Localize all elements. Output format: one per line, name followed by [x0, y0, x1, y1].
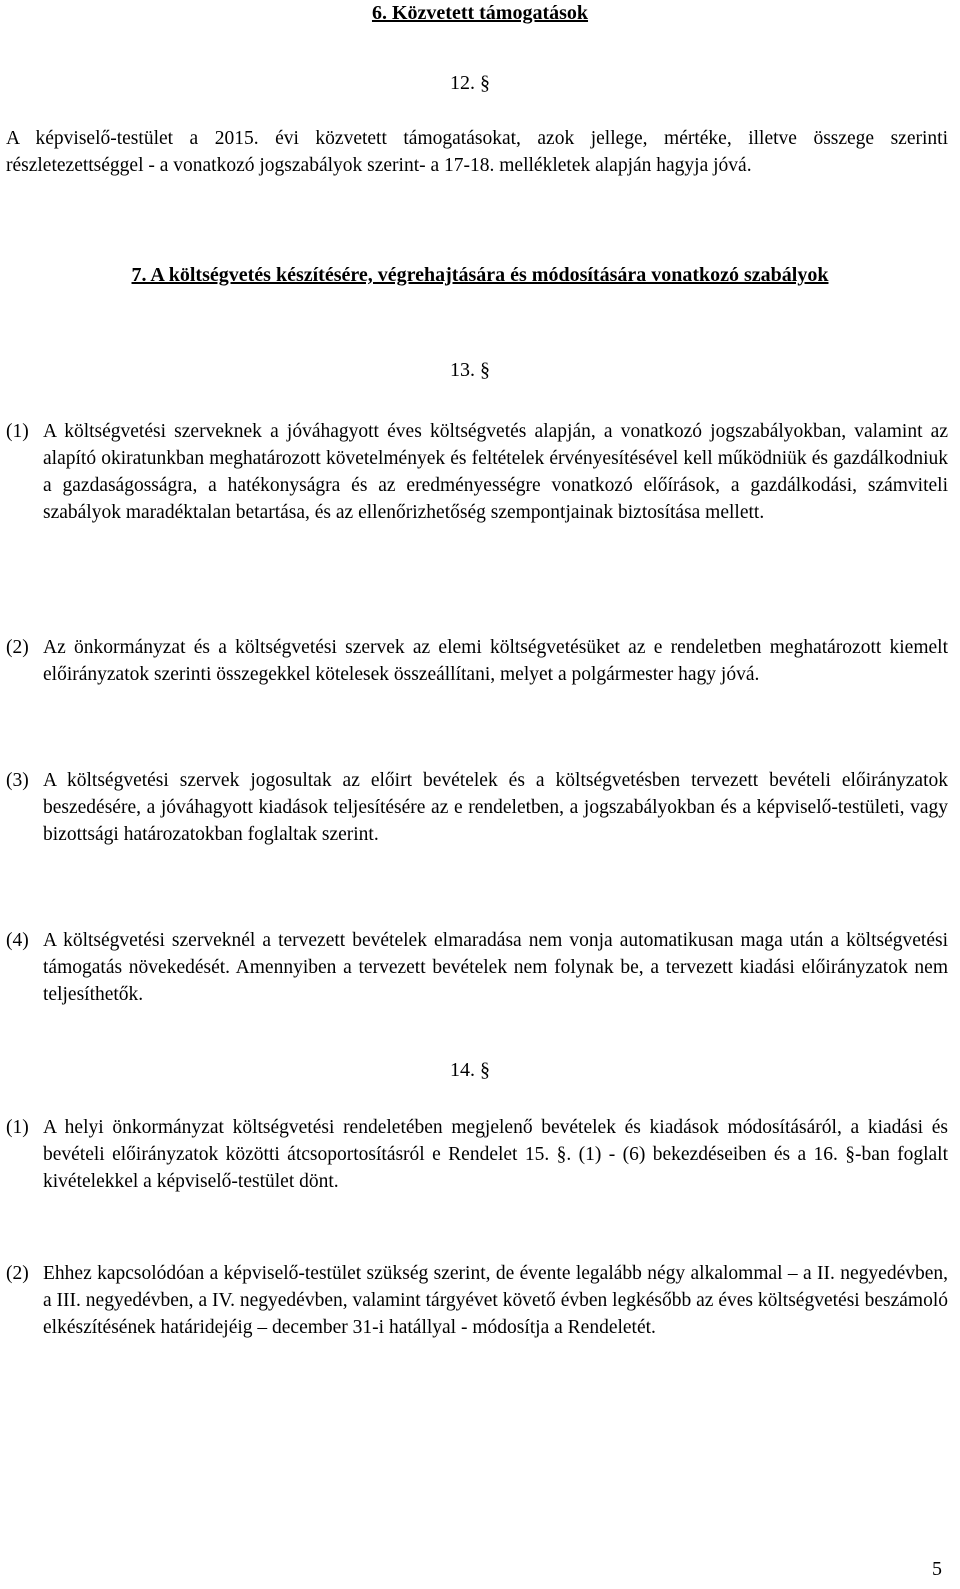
- item-text: Az önkormányzat és a költségvetési szervek az elemi költségvetésüket az e rendeletben meghatározott kiemelt előirányzatok szerinti összegekkel kötelesek összeállítani, melyet a polgármester hagy jóvá.: [43, 637, 948, 685]
- item-label: (2): [6, 1263, 29, 1284]
- section-13-item-1: [6, 418, 948, 608]
- section-13-number: 13. §: [450, 359, 490, 381]
- section-14-item-1: [6, 1114, 948, 1224]
- item-label: (1): [6, 1117, 29, 1138]
- item-label: (2): [6, 637, 29, 658]
- item-text: Ehhez kapcsolódóan a képviselő-testület szükség szerint, de évente legalább négy alkalommal – a II. negyedévben, a III. negyedévben, a IV. negyedévben, valamint tárgyévet követő évben legkésőbb az éves költségvetési beszámoló elkészítésének határidejéig – december 31-i hatállyal - módosítja a Rendeletét.: [43, 1263, 948, 1338]
- heading-budget-rules: 7. A költségvetés készítésére, végrehajtására és módosítására vonatkozó szabályok: [131, 264, 829, 286]
- heading-indirect-support: 6. Közvetett támogatások: [371, 2, 589, 24]
- item-text: A költségvetési szerveknek a jóváhagyott éves költségvetés alapján, a vonatkozó jogszabályokban, valamint az alapító okiratunkban meghatározott követelmények és feltételek érvényesítésével kell működniük és gazdálkodniuk a gazdaságosságra, a hatékonyságra és az eredményességre vonatkozó előírások, a gazdálkodási, számviteli szabályok maradéktalan betartása, és az ellenőrizhetőség szempontjainak biztosítása mellett.: [43, 421, 948, 523]
- item-label: (1): [6, 421, 29, 442]
- item-text: A költségvetési szerveknél a tervezett bevételek elmaradása nem vonja automatikusan maga után a költségvetési támogatás növekedését. Amennyiben a tervezett bevételek nem folynak be, a tervezett kiadási előirányzatok nem teljesíthetők.: [43, 930, 948, 1005]
- section-12-number: 12. §: [450, 72, 490, 94]
- section-13-item-2: [6, 634, 948, 716]
- section-12-paragraph: A képviselő-testület a 2015. évi közvetett támogatásokat, azok jellege, mértéke, illetve összege szerinti részletezettséggel - a vonatkozó jogszabályok szerint- a 17-18. mellékletek alapján hagyja jóvá.: [6, 128, 948, 176]
- section-13-item-4: [6, 927, 948, 1009]
- item-label: (4): [6, 930, 29, 951]
- page-number: 5: [932, 1558, 942, 1580]
- section-14-number: 14. §: [450, 1059, 490, 1081]
- section-14-item-2: [6, 1260, 948, 1370]
- item-text: A költségvetési szervek jogosultak az előirt bevételek és a költségvetésben tervezett bevételi előirányzatok beszedésére, a jóváhagyott kiadások teljesítésére az e rendeletben, a jogszabályokban és a képviselő-testületi, vagy bizottsági határozatokban foglaltak szerint.: [43, 770, 948, 845]
- section-13-item-3: [6, 767, 948, 877]
- item-text: A helyi önkormányzat költségvetési rendeletében megjelenő bevételek és kiadások módosításáról, a kiadási és bevételi előirányzatok közötti átcsoportosításról e Rendelet 15. §. (1) - (6) bekezdéseiben és a 16. §-ban foglalt kivételekkel a képviselő-testület dönt.: [43, 1117, 948, 1192]
- item-label: (3): [6, 770, 29, 791]
